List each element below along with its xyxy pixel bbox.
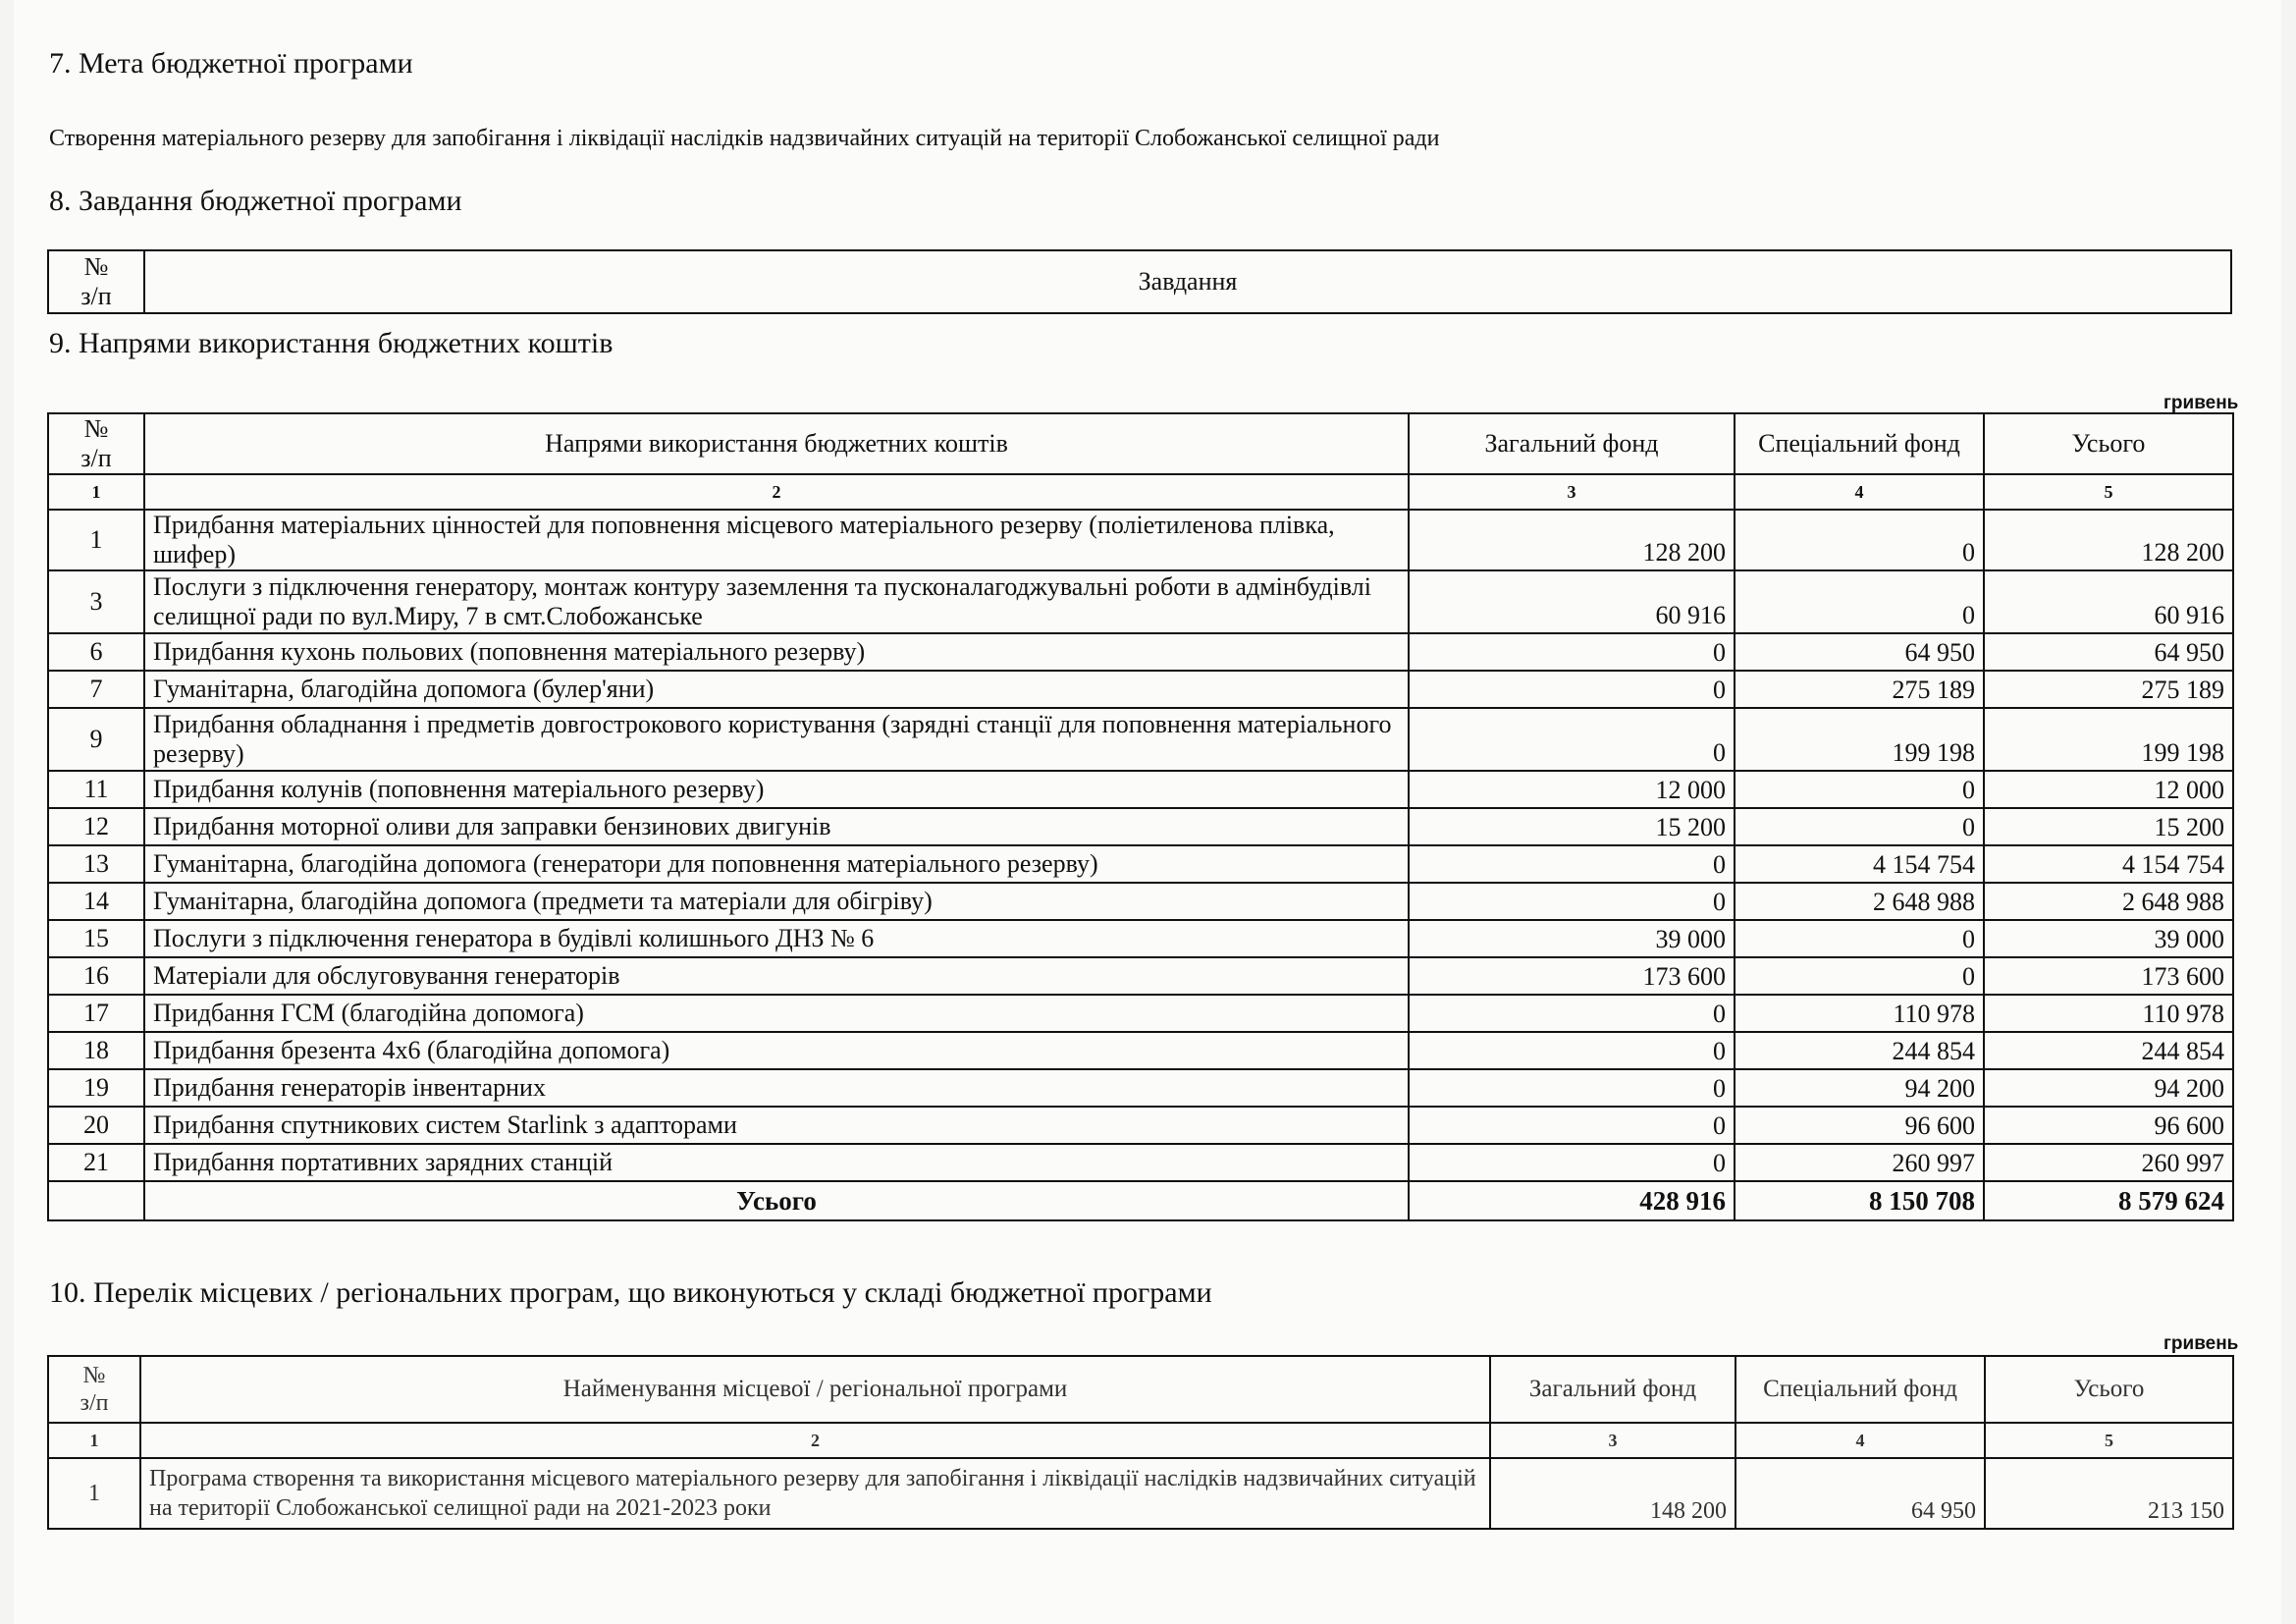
row-special-fund: 94 200: [1735, 1069, 1984, 1107]
col-number: 2: [140, 1423, 1490, 1458]
row-number: 7: [48, 671, 144, 708]
table-row: [48, 845, 2233, 883]
section-7-text: Створення матеріального резерву для запобігання і ліквідації наслідків надзвичайних ситуацій на території Слобожанської селищної ради: [49, 126, 1440, 151]
col-total-header: Усього: [1985, 1356, 2233, 1423]
section-9-title: 9. Напрями використання бюджетних коштів: [49, 327, 614, 359]
row-name: Послуги з підключення генератору, монтаж контуру заземлення та пусконалагоджувальні роботи в адмінбудівлі селищної ради по вул.Миру, 7 в смт.Слобожанське: [144, 570, 1409, 633]
section-10-title: 10. Перелік місцевих / регіональних програм, що виконуються у складі бюджетної програми: [49, 1276, 1212, 1309]
row-special-fund: 0: [1735, 771, 1984, 808]
col-general-fund-header: Загальний фонд: [1490, 1356, 1735, 1423]
row-total: 244 854: [1984, 1032, 2233, 1069]
row-total: 173 600: [1984, 957, 2233, 995]
table-row: [48, 1107, 2233, 1144]
col-no-header: № з/п: [48, 1356, 140, 1423]
row-general-fund: 148 200: [1490, 1458, 1735, 1529]
row-general-fund: 15 200: [1409, 808, 1735, 845]
tasks-table: [47, 249, 2232, 314]
table-row: [48, 570, 2233, 633]
col-task-header: Завдання: [144, 250, 2231, 313]
row-special-fund: 275 189: [1735, 671, 1984, 708]
table-row: [48, 510, 2233, 570]
row-number: 1: [48, 1458, 140, 1529]
row-name: Придбання ГСМ (благодійна допомога): [144, 995, 1409, 1032]
row-special-fund: 64 950: [1735, 1458, 1985, 1529]
row-name: Гуманітарна, благодійна допомога (булер'яни): [144, 671, 1409, 708]
col-number: 1: [48, 474, 144, 510]
table-row: [48, 1458, 2233, 1529]
row-name: Придбання кухонь польових (поповнення матеріального резерву): [144, 633, 1409, 671]
unit-label: гривень: [2163, 1333, 2239, 1354]
column-number-row: [48, 474, 2233, 510]
row-number: 15: [48, 920, 144, 957]
row-general-fund: 173 600: [1409, 957, 1735, 995]
programs-table: [47, 1355, 2234, 1530]
row-general-fund: 0: [1409, 671, 1735, 708]
row-total: 39 000: [1984, 920, 2233, 957]
table-row: [48, 995, 2233, 1032]
row-special-fund: 244 854: [1735, 1032, 1984, 1069]
row-special-fund: 4 154 754: [1735, 845, 1984, 883]
row-number: 12: [48, 808, 144, 845]
col-number: 3: [1409, 474, 1735, 510]
row-special-fund: 2 648 988: [1735, 883, 1984, 920]
table-row: [48, 633, 2233, 671]
row-general-fund: 0: [1409, 1107, 1735, 1144]
row-special-fund: 0: [1735, 570, 1984, 633]
row-name: Послуги з підключення генератора в будівлі колишнього ДНЗ № 6: [144, 920, 1409, 957]
row-total: 2 648 988: [1984, 883, 2233, 920]
col-special-fund-header: Спеціальний фонд: [1735, 413, 1984, 474]
row-name: Програма створення та використання місцевого матеріального резерву для запобігання і ліквідації наслідків надзвичайних ситуацій на території Слобожанської селищної ради на 2021-2023 роки: [140, 1458, 1490, 1529]
row-number: 19: [48, 1069, 144, 1107]
row-general-fund: 0: [1409, 1032, 1735, 1069]
table-row: [48, 1144, 2233, 1181]
row-general-fund: 12 000: [1409, 771, 1735, 808]
table-header-row: [48, 413, 2233, 474]
row-special-fund: 110 978: [1735, 995, 1984, 1032]
row-number: 21: [48, 1144, 144, 1181]
row-name: Придбання генераторів інвентарних: [144, 1069, 1409, 1107]
row-number: 1: [48, 510, 144, 570]
row-general-fund: 128 200: [1409, 510, 1735, 570]
row-general-fund: 0: [1409, 845, 1735, 883]
row-general-fund: 0: [1409, 633, 1735, 671]
row-general-fund: 39 000: [1409, 920, 1735, 957]
row-name: Придбання матеріальних цінностей для поповнення місцевого матеріального резерву (поліетиленова плівка, шифер): [144, 510, 1409, 570]
unit-label: гривень: [2163, 393, 2239, 413]
row-name: Придбання брезента 4х6 (благодійна допомога): [144, 1032, 1409, 1069]
row-number: 16: [48, 957, 144, 995]
col-special-fund-header: Спеціальний фонд: [1735, 1356, 1985, 1423]
col-number: 2: [144, 474, 1409, 510]
row-name: Гуманітарна, благодійна допомога (генератори для поповнення матеріального резерву): [144, 845, 1409, 883]
row-name: Гуманітарна, благодійна допомога (предмети та матеріали для обігріву): [144, 883, 1409, 920]
col-number: 1: [48, 1423, 140, 1458]
table-row: [48, 957, 2233, 995]
total-sum: 8 579 624: [1984, 1181, 2233, 1220]
row-number: 6: [48, 633, 144, 671]
row-number: 20: [48, 1107, 144, 1144]
row-total: 4 154 754: [1984, 845, 2233, 883]
table-row: [48, 1032, 2233, 1069]
col-total-header: Усього: [1984, 413, 2233, 474]
row-general-fund: 60 916: [1409, 570, 1735, 633]
section-8-title: 8. Завдання бюджетної програми: [49, 185, 462, 217]
row-special-fund: 0: [1735, 920, 1984, 957]
row-number: 13: [48, 845, 144, 883]
row-total: 128 200: [1984, 510, 2233, 570]
row-total: 213 150: [1985, 1458, 2233, 1529]
table-row: [48, 920, 2233, 957]
table-header-row: [48, 1356, 2233, 1423]
row-general-fund: 0: [1409, 708, 1735, 771]
row-special-fund: 0: [1735, 957, 1984, 995]
row-number: 3: [48, 570, 144, 633]
row-special-fund: 0: [1735, 808, 1984, 845]
col-no-header: № з/п: [48, 413, 144, 474]
col-number: 5: [1985, 1423, 2233, 1458]
row-special-fund: 64 950: [1735, 633, 1984, 671]
col-number: 3: [1490, 1423, 1735, 1458]
total-general-fund: 428 916: [1409, 1181, 1735, 1220]
row-name: Придбання спутникових систем Starlink з адапторами: [144, 1107, 1409, 1144]
row-special-fund: 96 600: [1735, 1107, 1984, 1144]
col-direction-header: Напрями використання бюджетних коштів: [144, 413, 1409, 474]
row-total: 60 916: [1984, 570, 2233, 633]
row-name: Придбання моторної оливи для заправки бензинових двигунів: [144, 808, 1409, 845]
row-name: Придбання обладнання і предметів довгострокового користування (зарядні станції для поповнення матеріального резерву): [144, 708, 1409, 771]
table-header-row: [48, 250, 2231, 313]
row-general-fund: 0: [1409, 995, 1735, 1032]
col-number: 4: [1735, 474, 1984, 510]
col-number: 5: [1984, 474, 2233, 510]
col-program-header: Найменування місцевої / регіональної програми: [140, 1356, 1490, 1423]
table-row: [48, 883, 2233, 920]
row-total: 96 600: [1984, 1107, 2233, 1144]
row-number: 17: [48, 995, 144, 1032]
col-general-fund-header: Загальний фонд: [1409, 413, 1735, 474]
row-total: 12 000: [1984, 771, 2233, 808]
row-special-fund: 199 198: [1735, 708, 1984, 771]
row-total: 110 978: [1984, 995, 2233, 1032]
row-name: Матеріали для обслуговування генераторів: [144, 957, 1409, 995]
table-row: [48, 708, 2233, 771]
total-special-fund: 8 150 708: [1735, 1181, 1984, 1220]
row-number: 14: [48, 883, 144, 920]
col-no-header: № з/п: [48, 250, 144, 313]
col-number: 4: [1735, 1423, 1985, 1458]
row-special-fund: 0: [1735, 510, 1984, 570]
row-total: 64 950: [1984, 633, 2233, 671]
row-total: 199 198: [1984, 708, 2233, 771]
row-total: 15 200: [1984, 808, 2233, 845]
row-general-fund: 0: [1409, 1069, 1735, 1107]
total-label: Усього: [144, 1181, 1409, 1220]
row-special-fund: 260 997: [1735, 1144, 1984, 1181]
column-number-row: [48, 1423, 2233, 1458]
row-total: 94 200: [1984, 1069, 2233, 1107]
total-empty-cell: [48, 1181, 144, 1220]
row-number: 18: [48, 1032, 144, 1069]
row-total: 275 189: [1984, 671, 2233, 708]
row-number: 9: [48, 708, 144, 771]
table-row: [48, 671, 2233, 708]
row-number: 11: [48, 771, 144, 808]
table-row: [48, 808, 2233, 845]
section-7-title: 7. Мета бюджетної програми: [49, 47, 413, 80]
directions-table: [47, 412, 2234, 1221]
row-total: 260 997: [1984, 1144, 2233, 1181]
row-general-fund: 0: [1409, 883, 1735, 920]
row-name: Придбання колунів (поповнення матеріального резерву): [144, 771, 1409, 808]
row-name: Придбання портативних зарядних станцій: [144, 1144, 1409, 1181]
table-row: [48, 771, 2233, 808]
row-general-fund: 0: [1409, 1144, 1735, 1181]
table-total-row: [48, 1181, 2233, 1220]
table-row: [48, 1069, 2233, 1107]
